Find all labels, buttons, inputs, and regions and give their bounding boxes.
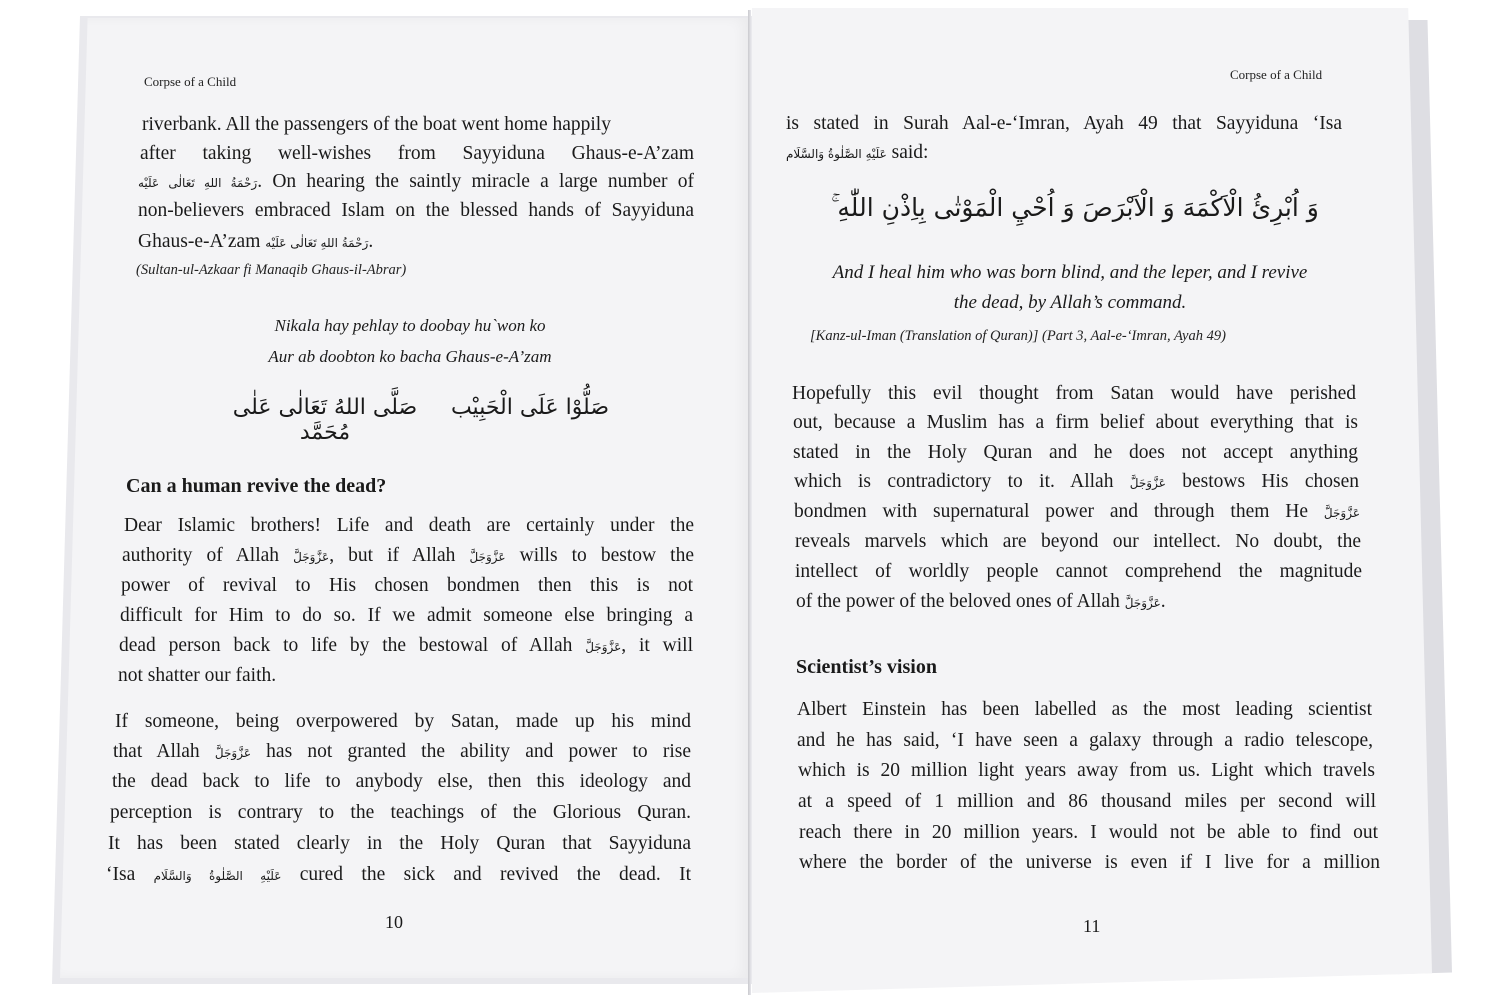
- text-line: intellect of worldly people cannot comprehend the magnitude: [795, 561, 1362, 582]
- text-line: difficult for Him to do so. If we admit someone else bringing a: [120, 605, 693, 626]
- text-line: reach there in 20 million years. I would not be able to find out: [799, 822, 1378, 843]
- text-line: is stated in Surah Aal-e-‘Imran, Ayah 49 that Sayyiduna ‘Isa: [786, 113, 1342, 134]
- text-line: at a speed of 1 million and 86 thousand miles per second will: [798, 791, 1376, 812]
- text-line: after taking well-wishes from Sayyiduna Ghaus-e-A’zam: [140, 143, 694, 164]
- right-page-number: 11: [1083, 916, 1101, 936]
- text-line: power of revival to His chosen bondmen then this is not: [121, 575, 693, 596]
- right-running-head: Corpse of a Child: [1230, 67, 1323, 82]
- text-line: dead person back to life by the bestowal of Allah عَزَّوَجَلَّ, it will: [119, 635, 694, 656]
- text-line: that Allah عَزَّوَجَلَّ has not granted the ability and power to rise: [113, 741, 691, 762]
- text-line: Dear Islamic brothers! Life and death are certainly under the: [124, 515, 694, 536]
- text-line: Hopefully this evil thought from Satan would have perished: [792, 383, 1356, 404]
- text-line: where the border of the universe is even if I live for a million: [799, 852, 1380, 873]
- verse-line: Aur ab doobton ko bacha Ghaus-e-A’zam: [268, 347, 552, 366]
- text-line: of the power of the beloved ones of Allah عَزَّوَجَلَّ.: [796, 591, 1166, 612]
- text-line: which is 20 million light years away from us. Light which travels: [798, 760, 1375, 781]
- text-line: non-believers embraced Islam on the blessed hands of Sayyiduna: [138, 200, 694, 221]
- text-line: the dead back to life to anybody else, then this ideology and: [112, 771, 691, 792]
- text-line: authority of Allah عَزَّوَجَلَّ, but if Allah عَزَّوَجَلَّ wills to bestow the: [122, 545, 694, 566]
- right-citation: [Kanz-ul-Iman (Translation of Quran)] (Part 3, Aal-e-‘Imran, Ayah 49): [810, 328, 1226, 344]
- left-running-head: Corpse of a Child: [144, 74, 237, 89]
- translation-line: And I heal him who was born blind, and the leper, and I revive: [832, 262, 1308, 283]
- text-line: ‘Isa عَلَيْهِ الصَّلٰوةُ وَالسَّلَام cured the sick and revived the dead. It: [106, 864, 691, 885]
- text-line: out, because a Muslim has a firm belief about everything that is: [793, 412, 1358, 433]
- text-line: perception is contrary to the teachings of the Glorious Quran.: [110, 802, 691, 823]
- left-page-number: 10: [385, 912, 403, 932]
- salutation-right: صَلُّوْا عَلَى الْحَبِيْب: [450, 395, 610, 420]
- text-line: riverbank. All the passengers of the boat went home happily: [142, 114, 611, 135]
- translation-line: the dead, by Allah’s command.: [953, 292, 1187, 313]
- text-line: which is contradictory to it. Allah عَزَّوَجَلَّ bestows His chosen: [794, 471, 1359, 492]
- text-line: رَحْمَةُ اللهِ تَعَالٰى عَلَيْه. On hearing the saintly miracle a large number of: [138, 171, 694, 192]
- honorific-rahmatullah: رَحْمَةُ اللهِ تَعَالٰى عَلَيْه: [138, 176, 258, 190]
- text-line: reveals marvels which are beyond our intellect. No doubt, the: [795, 531, 1361, 552]
- section-heading: Scientist’s vision: [796, 656, 937, 678]
- text-line: and he has said, ‘I have seen a galaxy through a radio telescope,: [797, 730, 1373, 751]
- text-line: It has been stated clearly in the Holy Quran that Sayyiduna: [108, 833, 691, 854]
- text-line: bondmen with supernatural power and through them He عَزَّوَجَلَّ: [794, 501, 1360, 522]
- left-citation: (Sultan-ul-Azkaar fi Manaqib Ghaus-il-Abrar): [136, 262, 407, 278]
- verse-line: Nikala hay pehlay to doobay hu`won ko: [274, 316, 546, 335]
- text-line: عَلَيْهِ الصَّلٰوةُ وَالسَّلَام said:: [786, 142, 929, 163]
- salutation-left: صَلَّى اللهُ تَعَالٰى عَلٰى مُحَمَّد: [232, 395, 418, 445]
- book-spine: [748, 10, 751, 995]
- text-line: stated in the Holy Quran and he does not accept anything: [793, 442, 1358, 463]
- text-line: If someone, being overpowered by Satan, made up his mind: [115, 711, 691, 732]
- text-line: Albert Einstein has been labelled as the most leading scientist: [797, 699, 1372, 720]
- text-line: not shatter our faith.: [118, 665, 277, 686]
- honorific-rahmatullah: رَحْمَةُ اللهِ تَعَالٰى عَلَيْه: [265, 236, 369, 250]
- quran-ayah-arabic: وَ اُبْرِئُ الْاَكْمَهَ وَ الْاَبْرَصَ وَ اُحْيِ الْمَوْتٰى بِاِذْنِ اللّٰهِ ۚ: [831, 193, 1319, 222]
- section-heading: Can a human revive the dead?: [126, 475, 387, 497]
- text-line: Ghaus-e-A’zam رَحْمَةُ اللهِ تَعَالٰى عَلَيْه.: [138, 231, 374, 252]
